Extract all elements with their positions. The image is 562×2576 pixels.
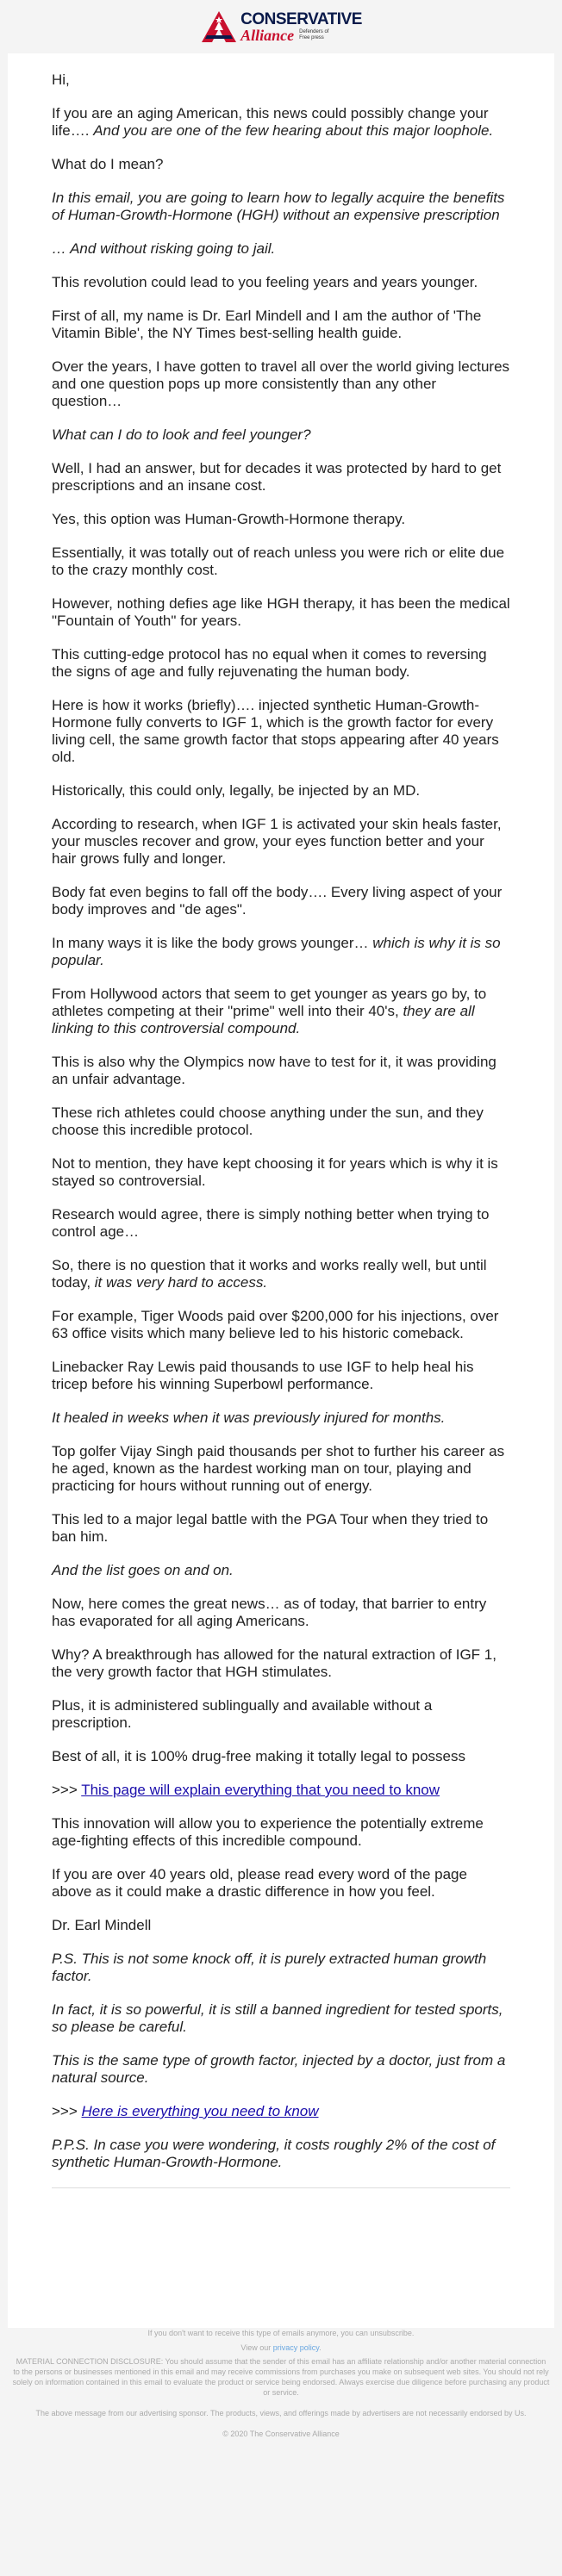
cta-link-explain-page[interactable]: This page will explain everything that you need to know [81, 1782, 440, 1798]
paragraph: If you are over 40 years old, please read every word of the page above as it could make a drastic difference in how you feel. [52, 1866, 467, 1900]
paragraph: Well, I had an answer, but for decades it was protected by hard to get prescriptions and an insane cost. [52, 460, 502, 494]
paragraph: This is also why the Olympics now have to test for it, it was providing an unfair advantage. [52, 1054, 496, 1087]
paragraph: Here is how it works (briefly)…. injected synthetic Human-Growth-Hormone fully converts to IGF 1, which is the growth factor for every living cell, the same growth factor that stops appearing after 40 years old. [52, 697, 499, 765]
paragraph: Over the years, I have gotten to travel all over the world giving lectures and one question pops up more consistently than any other question… [52, 358, 510, 409]
paragraph: Linebacker Ray Lewis paid thousands to use IGF to help heal his tricep before his winning Superbowl performance. [52, 1359, 474, 1392]
paragraph: This innovation will allow you to experience the potentially extreme age-fighting effects of this incredible compound. [52, 1815, 484, 1849]
paragraph: First of all, my name is Dr. Earl Mindell and I am the author of 'The Vitamin Bible', the NY Times best-selling health guide. [52, 308, 482, 341]
cta-line-2 [52, 2103, 510, 2120]
logo-tagline [299, 29, 328, 41]
paragraph: However, nothing defies age like HGH therapy, it has been the medical "Fountain of Youth" for years. [52, 595, 510, 629]
cta-line-1 [52, 1782, 510, 1799]
paragraph-italic: And the list goes on and on. [52, 1562, 234, 1578]
advertising-notice: The above message from our advertising sponsor. The products, views, and offerings made by advertisers are not necessarily endorsed by Us. [35, 2409, 527, 2417]
logo-tagline-line1: Defenders of [299, 28, 329, 34]
paragraph: This cutting-edge protocol has no equal when it comes to reversing the signs of age and fully rejuvenating the human body. [52, 646, 487, 680]
paragraph: What do I mean? [52, 156, 164, 172]
paragraph-italic: … And without risking going to jail. [52, 240, 276, 257]
content-divider [52, 2187, 510, 2188]
paragraph: Not to mention, they have kept choosing it for years which is why it is stayed so controversial. [52, 1155, 498, 1189]
unsubscribe-text[interactable]: If you don't want to receive this type of emails anymore, you can unsubscribe. [147, 2329, 415, 2337]
greeting: Hi, [52, 72, 70, 88]
email-body-card [8, 53, 554, 2328]
paragraph: This led to a major legal battle with the PGA Tour when they tried to ban him. [52, 1511, 489, 1545]
email-content [8, 53, 554, 2171]
cta-prefix: >>> [52, 1782, 82, 1798]
logo-wordmark-bottom: Alliance [240, 26, 295, 44]
paragraph-intro [52, 105, 510, 140]
paragraph-emphasis: they are all linking to this controversial compound. [52, 1003, 475, 1036]
paragraph-italic: What can I do to look and feel younger? [52, 426, 311, 443]
paragraph: Research would agree, there is simply nothing better when trying to control age… [52, 1206, 490, 1240]
paragraph: Essentially, it was totally out of reach unless you were rich or elite due to the crazy monthly cost. [52, 544, 505, 578]
paragraph-intro-text: If you are an aging American, this news could possibly change your life…. [52, 105, 489, 139]
paragraph-mixed [52, 935, 510, 969]
privacy-policy-link[interactable]: privacy policy [272, 2343, 320, 2352]
paragraph: These rich athletes could choose anything under the sun, and they choose this incredible protocol. [52, 1104, 484, 1138]
paragraph-italic: In this email, you are going to learn how to legally acquire the benefits of Human-Growth-Hormone (HGH) without an expensive prescription [52, 190, 505, 223]
paragraph: Why? A breakthrough has allowed for the natural extraction of IGF 1, the very growth factor that HGH stimulates. [52, 1646, 496, 1680]
email-header [0, 0, 562, 53]
paragraph-text: In many ways it is like the body grows younger… [52, 935, 373, 951]
paragraph: According to research, when IGF 1 is activated your skin heals faster, your muscles recover and grow, your eyes function better and your hair grows fully and longer. [52, 816, 502, 867]
paragraph-mixed [52, 1257, 510, 1291]
paragraph: Yes, this option was Human-Growth-Hormone therapy. [52, 511, 406, 527]
signature: Dr. Earl Mindell [52, 1917, 152, 1933]
paragraph-italic: It healed in weeks when it was previously injured for months. [52, 1409, 446, 1426]
copyright: © 2020 The Conservative Alliance [222, 2430, 340, 2438]
postscript: This is the same type of growth factor, injected by a doctor, just from a natural source. [52, 2052, 506, 2086]
privacy-suffix: . [319, 2343, 322, 2352]
paragraph-text: From Hollywood actors that seem to get younger as years go by, to athletes competing at their "prime" well into their 40's, [52, 986, 487, 1019]
paragraph-intro-emphasis: And you are one of the few hearing about this major loophole. [93, 122, 494, 139]
paragraph: Now, here comes the great news… as of today, that barrier to entry has evaporated for all aging Americans. [52, 1596, 487, 1629]
logo-wordmark-top: CONSERVATIVE [240, 9, 362, 28]
paragraph-text: So, there is no question that it works and works really well, but until today, [52, 1257, 487, 1291]
paragraph: For example, Tiger Woods paid over $200,000 for his injections, over 63 office visits which many believe led to his historic comeback. [52, 1308, 499, 1341]
postscript: In fact, it is so powerful, it is still a banned ingredient for tested sports, so please be careful. [52, 2001, 503, 2035]
paragraph: Top golfer Vijay Singh paid thousands per shot to further his career as he aged, known as the hardest working man on tour, playing and practicing for hours without running out of energy. [52, 1443, 505, 1494]
paragraph-mixed [52, 986, 510, 1037]
email-footer [0, 2328, 562, 2446]
paragraph-emphasis: which is why it is so popular. [52, 935, 501, 968]
logo-tagline-line2: Free press [299, 34, 324, 40]
postscript: P.S. This is not some knock off, it is purely extracted human growth factor. [52, 1951, 487, 1984]
paragraph-emphasis: it was very hard to access. [94, 1274, 268, 1291]
privacy-prefix: View our [240, 2343, 273, 2352]
paragraph: Plus, it is administered sublingually and available without a prescription. [52, 1697, 433, 1731]
cta-link-everything[interactable]: Here is everything you need to know [81, 2103, 319, 2119]
post-postscript: P.P.S. In case you were wondering, it costs roughly 2% of the cost of synthetic Human-Growth-Hormone. [52, 2137, 496, 2170]
logo-a-emblem-icon [200, 9, 238, 44]
paragraph: This revolution could lead to you feeling years and years younger. [52, 274, 478, 290]
paragraph: Historically, this could only, legally, be injected by an MD. [52, 782, 421, 799]
cta-prefix: >>> [52, 2103, 82, 2119]
paragraph: Body fat even begins to fall off the body…. Every living aspect of your body improves and "de ages". [52, 884, 503, 918]
paragraph: Best of all, it is 100% drug-free making it totally legal to possess [52, 1748, 466, 1764]
conservative-alliance-logo[interactable] [200, 8, 362, 46]
privacy-line [12, 2343, 550, 2353]
material-disclosure: MATERIAL CONNECTION DISCLOSURE: You should assume that the sender of this email has an affiliate relationship and/or another material connection to the persons or businesses mentioned in this email and may receive commissions from purchases you make on subsequent web sites. You should not rely solely on information contained in this email to evaluate the product or service being endorsed. Always exercise due diligence before purchasing any product or service. [12, 2357, 550, 2397]
